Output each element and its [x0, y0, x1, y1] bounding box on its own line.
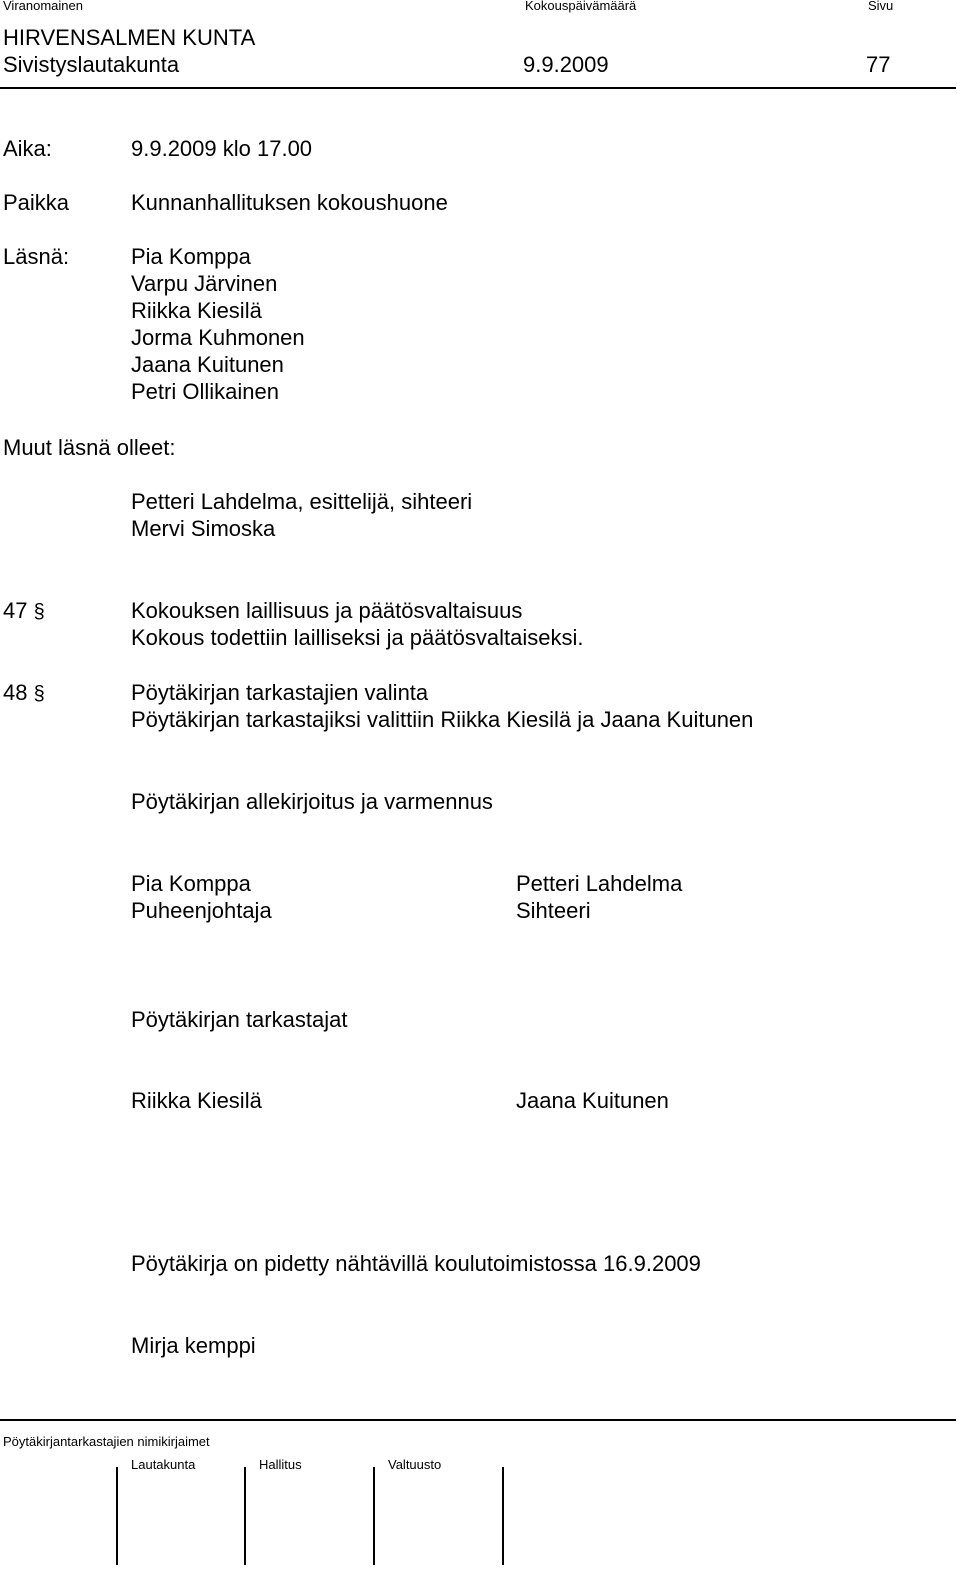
present-member: Riikka Kiesilä	[131, 298, 262, 323]
others-label: Muut läsnä olleet:	[3, 435, 176, 460]
section-text: Pöytäkirjan tarkastajiksi valittiin Riikka Kiesilä ja Jaana Kuitunen	[131, 707, 754, 732]
initials-label: Pöytäkirjantarkastajien nimikirjaimet	[3, 1434, 210, 1449]
footer-divider	[0, 1419, 956, 1421]
notice-text: Pöytäkirja on pidetty nähtävillä koulutoimistossa 16.9.2009	[131, 1251, 701, 1276]
section-symbol: §	[33, 601, 45, 623]
other-attendee: Petteri Lahdelma, esittelijä, sihteeri	[131, 489, 473, 514]
present-member: Petri Ollikainen	[131, 379, 279, 404]
meeting-date: 9.9.2009	[523, 52, 609, 77]
footer-column-divider	[373, 1467, 375, 1565]
footer-column-divider	[116, 1467, 118, 1565]
present-list	[131, 243, 305, 405]
others-list	[131, 488, 472, 542]
present-member: Jorma Kuhmonen	[131, 325, 305, 350]
present-member: Pia Komppa	[131, 244, 251, 269]
section-title: Kokouksen laillisuus ja päätösvaltaisuus	[131, 598, 523, 623]
place-label: Paikka	[3, 190, 70, 215]
present-label: Läsnä:	[3, 244, 70, 269]
secretary-name: Petteri Lahdelma	[516, 871, 683, 896]
section-title: Pöytäkirjan tarkastajien valinta	[131, 680, 429, 705]
footer-board-label: Lautakunta	[131, 1457, 196, 1472]
time-value: 9.9.2009 klo 17.00	[131, 136, 313, 161]
section-48-body	[131, 679, 753, 733]
section-48-number: 48 §	[3, 680, 45, 705]
header-page-label: Sivu	[868, 0, 894, 13]
footer-council-label: Valtuusto	[388, 1457, 442, 1472]
chair-name: Pia Komppa	[131, 871, 251, 896]
inspectors-heading: Pöytäkirjan tarkastajat	[131, 1007, 348, 1032]
other-attendee: Mervi Simoska	[131, 516, 276, 541]
municipality-name: HIRVENSALMEN KUNTA	[3, 25, 256, 50]
footer-column-divider	[502, 1467, 504, 1565]
time-label: Aika:	[3, 136, 52, 161]
section-text: Kokous todettiin lailliseksi ja päätösvaltaiseksi.	[131, 625, 584, 650]
chair-role: Puheenjohtaja	[131, 898, 272, 923]
section-symbol: §	[33, 683, 45, 705]
present-member: Jaana Kuitunen	[131, 352, 284, 377]
header-divider	[0, 87, 956, 89]
signatures-heading: Pöytäkirjan allekirjoitus ja varmennus	[131, 789, 493, 814]
present-member: Varpu Järvinen	[131, 271, 278, 296]
notice-signer: Mirja kemppi	[131, 1333, 256, 1358]
section-47-number: 47 §	[3, 598, 45, 623]
board-name: Sivistyslautakunta	[3, 52, 180, 77]
footer-government-label: Hallitus	[259, 1457, 302, 1472]
footer-column-divider	[244, 1467, 246, 1565]
section-47-body	[131, 597, 583, 651]
inspector-2: Jaana Kuitunen	[516, 1088, 669, 1113]
place-value: Kunnanhallituksen kokoushuone	[131, 190, 448, 215]
header-authority-label: Viranomainen	[3, 0, 83, 13]
chair-signature	[131, 870, 272, 924]
secretary-role: Sihteeri	[516, 898, 591, 923]
header-date-label: Kokouspäivämäärä	[525, 0, 637, 13]
secretary-signature	[516, 870, 682, 924]
inspector-1: Riikka Kiesilä	[131, 1088, 262, 1113]
page-number: 77	[866, 52, 891, 77]
